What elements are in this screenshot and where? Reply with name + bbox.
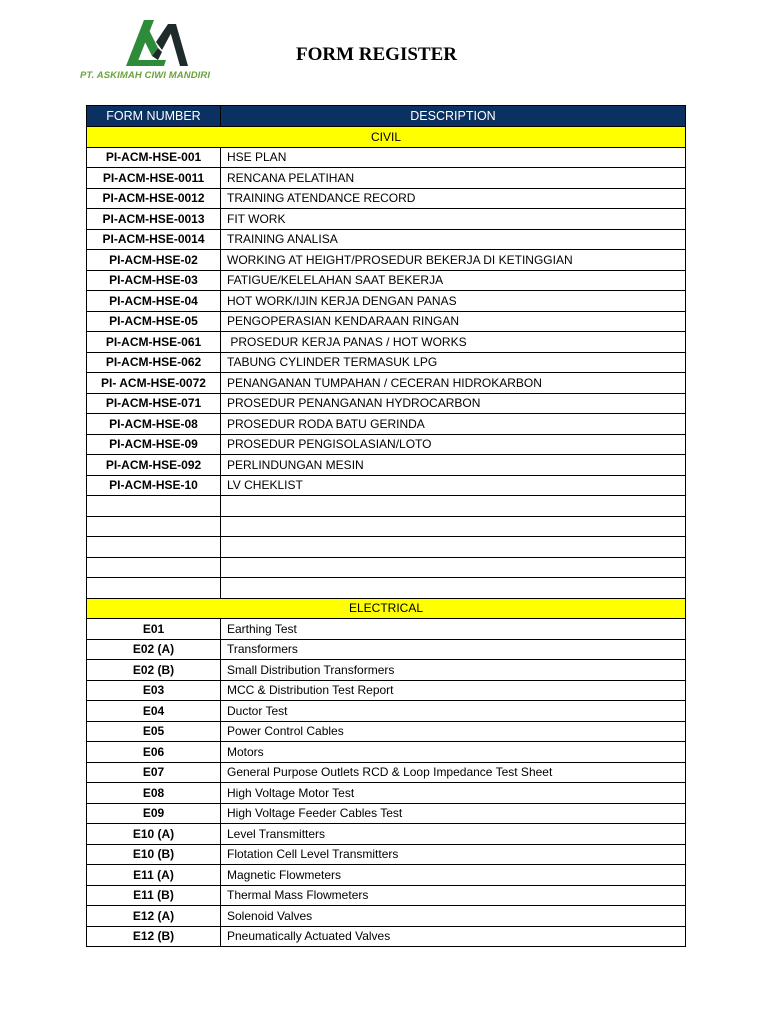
description-cell: Level Transmitters bbox=[221, 824, 686, 845]
form-number-cell: PI-ACM-HSE-071 bbox=[87, 393, 221, 414]
description-cell: Thermal Mass Flowmeters bbox=[221, 885, 686, 906]
table-row bbox=[87, 639, 686, 660]
description-cell bbox=[221, 496, 686, 517]
table-row bbox=[87, 332, 686, 353]
form-number-cell: E04 bbox=[87, 701, 221, 722]
form-number-cell: E09 bbox=[87, 803, 221, 824]
description-cell: Solenoid Valves bbox=[221, 906, 686, 927]
table-row bbox=[87, 373, 686, 394]
description-cell: Magnetic Flowmeters bbox=[221, 865, 686, 886]
table-row bbox=[87, 147, 686, 168]
description-cell: PROSEDUR KERJA PANAS / HOT WORKS bbox=[221, 332, 686, 353]
description-cell: RENCANA PELATIHAN bbox=[221, 168, 686, 189]
description-cell: HSE PLAN bbox=[221, 147, 686, 168]
table-row bbox=[87, 188, 686, 209]
form-register-table bbox=[86, 105, 686, 947]
description-cell bbox=[221, 557, 686, 578]
table-header-row bbox=[87, 106, 686, 127]
description-cell: Flotation Cell Level Transmitters bbox=[221, 844, 686, 865]
description-cell: Transformers bbox=[221, 639, 686, 660]
form-number-cell bbox=[87, 557, 221, 578]
table-row bbox=[87, 578, 686, 599]
table-row bbox=[87, 680, 686, 701]
form-number-cell: PI-ACM-HSE-0011 bbox=[87, 168, 221, 189]
description-cell: PENGOPERASIAN KENDARAAN RINGAN bbox=[221, 311, 686, 332]
company-name: PT. ASKIMAH CIWI MANDIRI bbox=[80, 70, 211, 81]
description-cell: PERLINDUNGAN MESIN bbox=[221, 455, 686, 476]
table-row bbox=[87, 393, 686, 414]
form-number-cell: PI-ACM-HSE-10 bbox=[87, 475, 221, 496]
description-cell: WORKING AT HEIGHT/PROSEDUR BEKERJA DI KETINGGIAN bbox=[221, 250, 686, 271]
table-row bbox=[87, 701, 686, 722]
description-cell: MCC & Distribution Test Report bbox=[221, 680, 686, 701]
section-title: ELECTRICAL bbox=[87, 598, 686, 619]
table-row bbox=[87, 742, 686, 763]
table-row bbox=[87, 537, 686, 558]
form-number-cell bbox=[87, 516, 221, 537]
description-cell: HOT WORK/IJIN KERJA DENGAN PANAS bbox=[221, 291, 686, 312]
table-row bbox=[87, 557, 686, 578]
table-row bbox=[87, 250, 686, 271]
description-cell: High Voltage Motor Test bbox=[221, 783, 686, 804]
form-number-cell: E11 (A) bbox=[87, 865, 221, 886]
header-description: DESCRIPTION bbox=[221, 106, 686, 127]
table-row bbox=[87, 885, 686, 906]
form-number-cell: E06 bbox=[87, 742, 221, 763]
form-number-cell: PI-ACM-HSE-04 bbox=[87, 291, 221, 312]
table-row bbox=[87, 844, 686, 865]
description-cell: Power Control Cables bbox=[221, 721, 686, 742]
form-number-cell: E08 bbox=[87, 783, 221, 804]
form-number-cell: PI-ACM-HSE-02 bbox=[87, 250, 221, 271]
description-cell: Small Distribution Transformers bbox=[221, 660, 686, 681]
table-row bbox=[87, 475, 686, 496]
table-row bbox=[87, 209, 686, 230]
form-number-cell bbox=[87, 578, 221, 599]
form-number-cell: E01 bbox=[87, 619, 221, 640]
form-number-cell: E10 (A) bbox=[87, 824, 221, 845]
form-number-cell: E07 bbox=[87, 762, 221, 783]
section-header-row bbox=[87, 598, 686, 619]
description-cell: Motors bbox=[221, 742, 686, 763]
description-cell: Pneumatically Actuated Valves bbox=[221, 926, 686, 947]
company-logo bbox=[80, 16, 240, 84]
form-number-cell: E11 (B) bbox=[87, 885, 221, 906]
form-number-cell: PI-ACM-HSE-0013 bbox=[87, 209, 221, 230]
table-row bbox=[87, 311, 686, 332]
description-cell: FATIGUE/KELELAHAN SAAT BEKERJA bbox=[221, 270, 686, 291]
form-number-cell: PI-ACM-HSE-061 bbox=[87, 332, 221, 353]
description-cell: PROSEDUR PENGISOLASIAN/LOTO bbox=[221, 434, 686, 455]
form-number-cell: PI-ACM-HSE-062 bbox=[87, 352, 221, 373]
description-cell: Earthing Test bbox=[221, 619, 686, 640]
form-number-cell: E02 (A) bbox=[87, 639, 221, 660]
form-number-cell: E12 (A) bbox=[87, 906, 221, 927]
form-number-cell: PI-ACM-HSE-0014 bbox=[87, 229, 221, 250]
table-row bbox=[87, 455, 686, 476]
form-number-cell: PI-ACM-HSE-092 bbox=[87, 455, 221, 476]
description-cell: FIT WORK bbox=[221, 209, 686, 230]
table-body bbox=[87, 127, 686, 947]
table-row bbox=[87, 414, 686, 435]
table-row bbox=[87, 270, 686, 291]
description-cell bbox=[221, 537, 686, 558]
form-number-cell: E10 (B) bbox=[87, 844, 221, 865]
description-cell: PENANGANAN TUMPAHAN / CECERAN HIDROKARBON bbox=[221, 373, 686, 394]
section-title: CIVIL bbox=[87, 127, 686, 148]
table-row bbox=[87, 865, 686, 886]
form-number-cell: PI-ACM-HSE-001 bbox=[87, 147, 221, 168]
table-row bbox=[87, 291, 686, 312]
description-cell bbox=[221, 578, 686, 599]
table-row bbox=[87, 783, 686, 804]
table-row bbox=[87, 516, 686, 537]
description-cell bbox=[221, 516, 686, 537]
table-row bbox=[87, 824, 686, 845]
description-cell: PROSEDUR RODA BATU GERINDA bbox=[221, 414, 686, 435]
page-title: FORM REGISTER bbox=[296, 44, 457, 65]
form-number-cell: E12 (B) bbox=[87, 926, 221, 947]
table-row bbox=[87, 352, 686, 373]
table-row bbox=[87, 229, 686, 250]
table-row bbox=[87, 803, 686, 824]
description-cell: TABUNG CYLINDER TERMASUK LPG bbox=[221, 352, 686, 373]
description-cell: TRAINING ATENDANCE RECORD bbox=[221, 188, 686, 209]
form-number-cell: PI-ACM-HSE-03 bbox=[87, 270, 221, 291]
form-number-cell: E05 bbox=[87, 721, 221, 742]
table-row bbox=[87, 762, 686, 783]
table-row bbox=[87, 926, 686, 947]
description-cell: General Purpose Outlets RCD & Loop Impedance Test Sheet bbox=[221, 762, 686, 783]
table-row bbox=[87, 168, 686, 189]
table-row bbox=[87, 434, 686, 455]
form-number-cell: E02 (B) bbox=[87, 660, 221, 681]
form-number-cell: PI- ACM-HSE-0072 bbox=[87, 373, 221, 394]
table-row bbox=[87, 496, 686, 517]
description-cell: Ductor Test bbox=[221, 701, 686, 722]
form-number-cell: PI-ACM-HSE-0012 bbox=[87, 188, 221, 209]
header-form-number: FORM NUMBER bbox=[87, 106, 221, 127]
description-cell: TRAINING ANALISA bbox=[221, 229, 686, 250]
section-header-row bbox=[87, 127, 686, 148]
table-row bbox=[87, 619, 686, 640]
form-number-cell bbox=[87, 496, 221, 517]
table-row bbox=[87, 906, 686, 927]
description-cell: PROSEDUR PENANGANAN HYDROCARBON bbox=[221, 393, 686, 414]
description-cell: LV CHEKLIST bbox=[221, 475, 686, 496]
description-cell: High Voltage Feeder Cables Test bbox=[221, 803, 686, 824]
form-number-cell bbox=[87, 537, 221, 558]
table-row bbox=[87, 660, 686, 681]
acm-logo-icon bbox=[122, 16, 194, 68]
form-number-cell: PI-ACM-HSE-09 bbox=[87, 434, 221, 455]
form-number-cell: PI-ACM-HSE-08 bbox=[87, 414, 221, 435]
table-row bbox=[87, 721, 686, 742]
form-number-cell: PI-ACM-HSE-05 bbox=[87, 311, 221, 332]
form-number-cell: E03 bbox=[87, 680, 221, 701]
